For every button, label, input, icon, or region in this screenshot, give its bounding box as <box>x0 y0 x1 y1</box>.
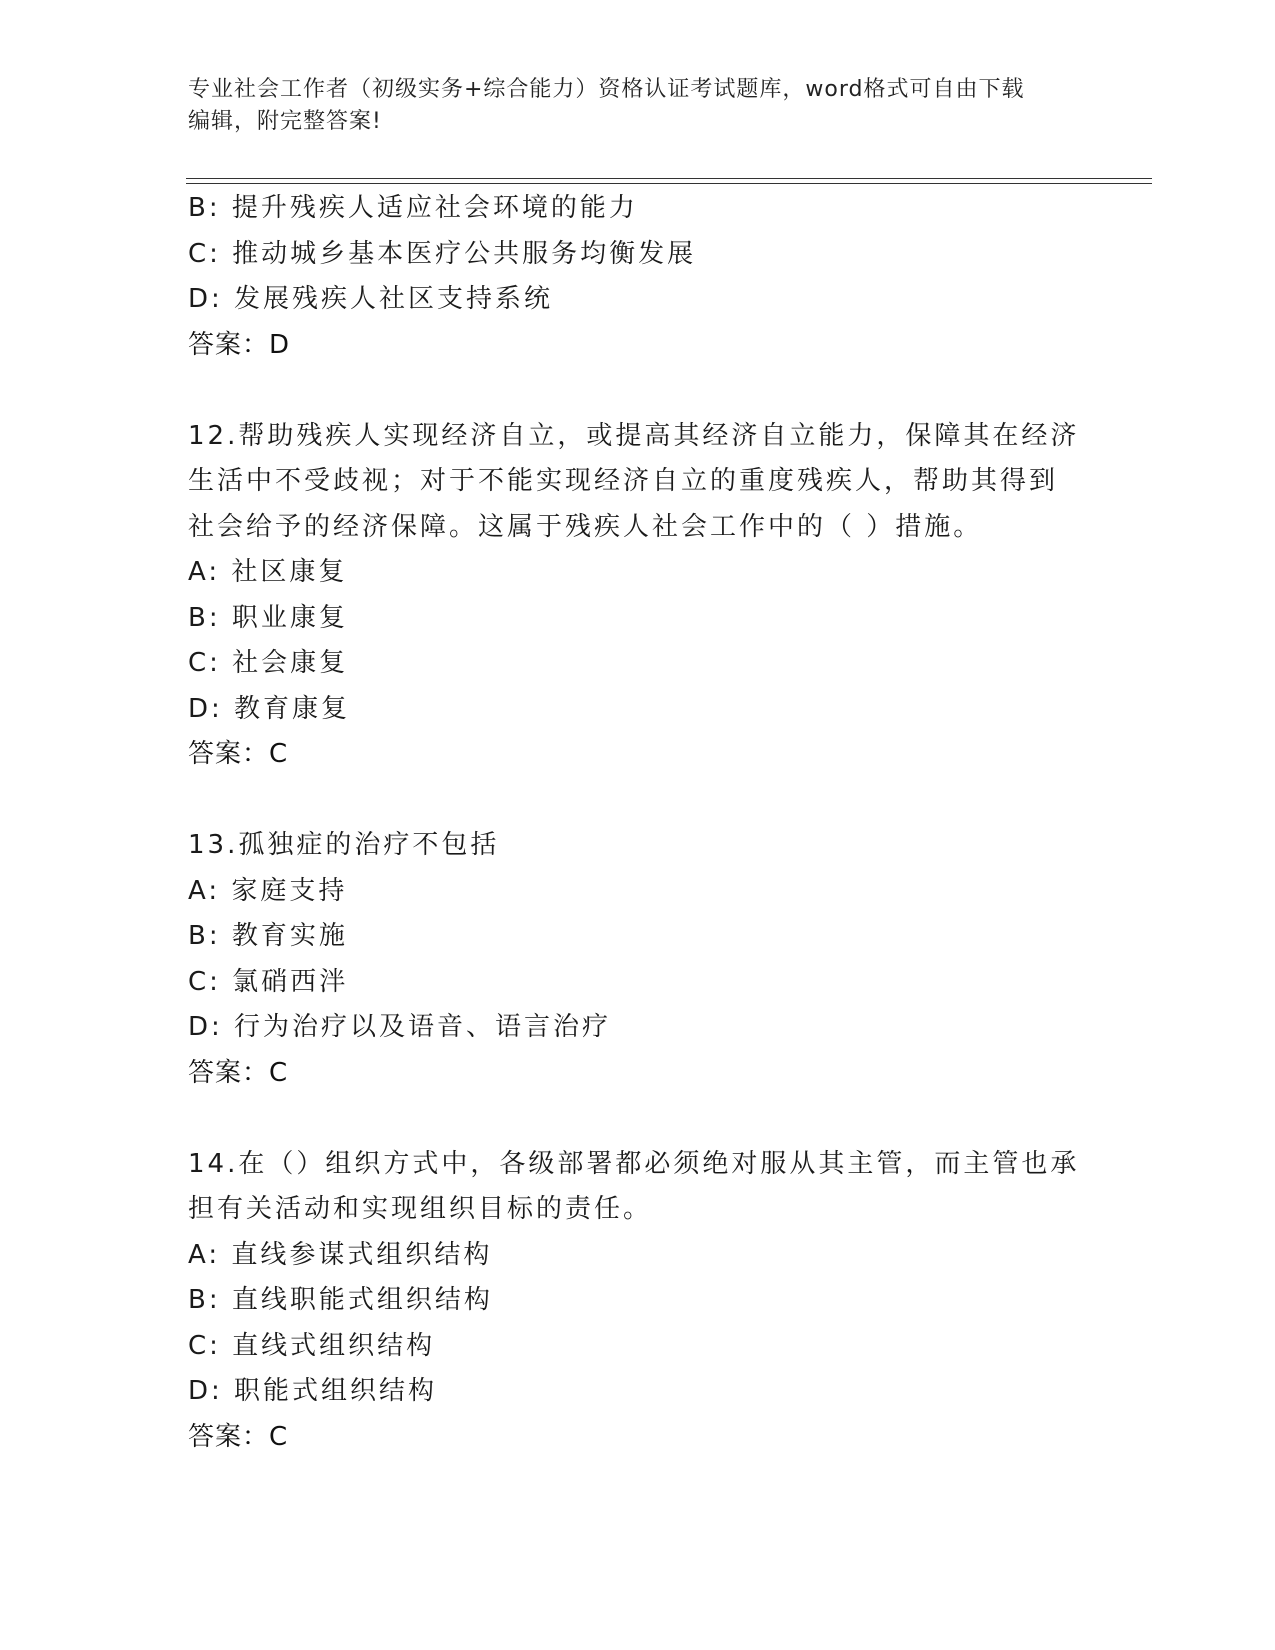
option-d: D: 教育康复 <box>188 693 351 724</box>
question-13 <box>188 823 1088 1096</box>
option-c: C: 氯硝西泮 <box>188 966 349 997</box>
answer: 答案：C <box>188 1057 289 1088</box>
question-text-line: 社会给予的经济保障。这属于残疾人社会工作中的（ ）措施。 <box>188 511 983 542</box>
question-14 <box>188 1142 1088 1461</box>
spacer <box>188 778 1088 824</box>
question-text-line: 担有关活动和实现组织目标的责任。 <box>188 1194 653 1224</box>
answer: 答案：D <box>188 329 291 360</box>
question-list <box>188 186 1088 1460</box>
header-divider-top <box>186 178 1152 179</box>
header-line-1: 专业社会工作者（初级实务+综合能力）资格认证考试题库，word格式可自由下载 <box>188 77 1025 102</box>
answer: 答案：C <box>188 739 289 769</box>
question-text-line: 13.孤独症的治疗不包括 <box>188 830 500 860</box>
option-b: B: 教育实施 <box>188 921 348 951</box>
option-d: D: 行为治疗以及语音、语言治疗 <box>188 1012 612 1042</box>
option-c: C: 社会康复 <box>188 648 349 678</box>
spacer <box>188 368 1088 414</box>
spacer <box>188 1096 1088 1142</box>
option-c: C: 推动城乡基本医疗公共服务均衡发展 <box>188 238 697 269</box>
option-b: B: 职业康复 <box>188 602 348 633</box>
question-12 <box>188 414 1088 778</box>
option-a: A: 家庭支持 <box>188 875 348 906</box>
document-header <box>188 74 1088 138</box>
option-c: C: 直线式组织结构 <box>188 1330 436 1361</box>
question-text-line: 生活中不受歧视；对于不能实现经济自立的重度残疾人，帮助其得到 <box>188 466 1059 496</box>
option-d: D: 职能式组织结构 <box>188 1376 438 1406</box>
option-b: B: 直线职能式组织结构 <box>188 1285 493 1315</box>
header-line-2: 编辑，附完整答案! <box>188 109 382 134</box>
answer: 答案：C <box>188 1421 289 1452</box>
question-11-continuation <box>188 186 1088 368</box>
option-a: A: 社区康复 <box>188 557 348 587</box>
header-divider-bottom <box>186 183 1152 184</box>
option-b: B: 提升残疾人适应社会环境的能力 <box>188 193 638 223</box>
option-a: A: 直线参谋式组织结构 <box>188 1239 493 1270</box>
question-text-line: 14.在（）组织方式中，各级部署都必须绝对服从其主管，而主管也承 <box>188 1148 1080 1179</box>
option-d: D: 发展残疾人社区支持系统 <box>188 284 554 314</box>
question-text-line: 12.帮助残疾人实现经济自立，或提高其经济自立能力，保障其在经济 <box>188 420 1080 451</box>
